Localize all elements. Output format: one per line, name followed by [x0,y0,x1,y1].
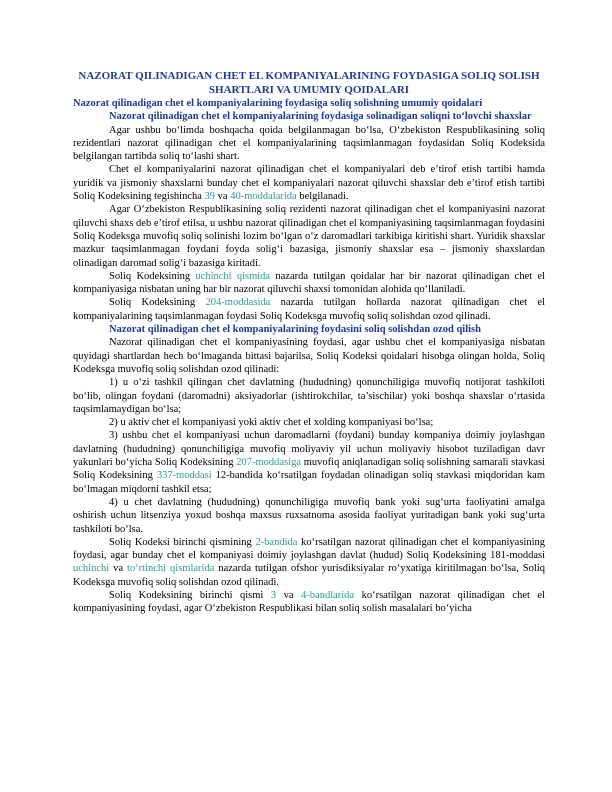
link-article-204[interactable]: 204-moddasida [205,297,271,309]
subsection-heading-exemption: Nazorat qilinadigan chet el kompaniyalarining foydasini soliq solishdan ozod qilish [109,324,481,336]
paragraph-4: Soliq Kodeksining uchinchi qismida nazarda tutilgan qoidalar har bir nazorat qilinadigan chet el kompaniyasiga nisbatan uning har bir nazorat qiluvchi shaxsi tomonidan alohida qo‘llaniladi. [73,270,546,296]
list-item-3: 3) ushbu chet el kompaniyasi uchun daromadlarni (foydani) bunday kompaniya doimiy joylashgan davlatning (hududning) qonunchiligiga muvofiq moliyaviy yil uchun moliyaviy hisobot tuziladigan davr yakunlari bo‘yicha Soliq Kodeksining 207-moddasiga muvofiq aniqlanadigan soliq solishning samarali stavkasi Soliq Kodeksining 337-moddasi 12-bandida ko‘rsatilgan foydadan olinadigan soliq stavkasi miqdoridan kam bo‘lmagan miqdorni tashkil etsa; [73,430,546,495]
paragraph-5: Soliq Kodeksining 204-moddasida nazarda tutilgan hollarda nazorat qilinadigan chet el kompaniyalarining taqsimlanmagan foydasi Soliq Kodeksga muvofiq soliq solishdan ozod qilinadi. [73,297,545,322]
link-part-third[interactable]: uchinchi [73,563,110,575]
link-clause-2[interactable]: 2-bandida [255,536,298,548]
link-article-337[interactable]: 337-moddasi [156,470,212,482]
paragraph-3: Agar O‘zbekiston Respublikasining soliq rezidenti nazorat qilinadigan chet el kompaniyasini nazorat qiluvchi shaxs deb e’tirof etilsa, u ushbu nazorat qilinadigan chet el kompaniyasining taqsimlanmagan foydasini Soliq Kodeksga muvofiq soliq solinishi lozim bo‘lgan o‘z daromadlari tarkibiga kiritishi shart. Yuridik shaxslar mazkur taqsimlanmagan foydani foyda solig‘i bazasiga, jismoniy shaxslar esa – jismoniy shaxslardan olinadigan daromad solig‘i bazasiga kiritadi. [73,204,545,269]
link-article-39[interactable]: 39 [204,191,216,203]
link-clause-4[interactable]: 4-bandlarida [301,589,355,601]
document-title: NAZORAT QILINADIGAN CHET EL KOMPANIYALARINING FOYDASIGA SOLIQ SOLISH SHARTLARI VA UMUMIY QOIDALARI [78,70,540,96]
link-clause-3[interactable]: 3 [270,589,277,601]
document-page [73,70,545,616]
list-item-4: 4) u chet davlatning (hududning) qonunchiligiga muvofiq bank yoki sug‘urta faoliyatini amalga oshirish uchun litsenziya yoxud boshqa maxsus ruxsatnoma asosida faoliyat yuritadigan bank yoki sug‘urta tashkiloti bo‘lsa. [73,496,545,535]
section-heading: Nazorat qilinadigan chet el kompaniyalarining foydasiga soliq solishning umumiy qoidalari [73,98,483,109]
paragraph-7: Soliq Kodeksi birinchi qismining 2-bandida ko‘rsatilgan nazorat qilinadigan chet el kompaniyasining foydasi, agar bunday chet el kompaniyasi doimiy joylashgan davlat (hudud) Soliq Kodeksining 181-moddasi uchinchi va to‘rtinchi qismlarida nazarda tutilgan ofshor yurisdiksiyalar ro‘yxatiga kiritilmagan bo‘lsa, Soliq Kodeksga muvofiq soliq solishdan ozod qilinadi. [73,536,545,588]
paragraph-6: Nazorat qilinadigan chet el kompaniyasining foydasi, agar ushbu chet el kompaniyasiga nisbatan quyidagi shartlardan hech bo‘lmaganda bittasi bajarilsa, Soliq Kodeksi qoidalari hisobga olingan holda, Soliq Kodeksga muvofiq soliq solishdan ozod qilinadi: [73,337,545,375]
list-item-2: 2) u aktiv chet el kompaniyasi yoki aktiv chet el xolding kompaniyasi bo‘lsa; [109,417,434,429]
subsection-heading-taxpayers: Nazorat qilinadigan chet el kompaniyalarining foydasiga solinadigan soliqni to‘lovchi shaxslar [109,111,532,123]
list-item-1: 1) u o‘zi tashkil qilingan chet davlatning (hududning) qonunchiligiga muvofiq notijorat tashkiloti bo‘lib, olingan foydani (daromadni) aksiyadorlar (ishtirokchilar, ta’sischilar) yoki boshqa shaxslar o‘rtasida taqsimlamaydigan bo‘lsa; [73,377,545,415]
link-part-fourth[interactable]: to‘rtinchi qismlarida [127,563,215,575]
paragraph-2: Chet el kompaniyalarini nazorat qilinadigan chet el kompaniyalari deb e’tirof etish tartibi hamda yuridik va jismoniy shaxslarni bunday chet el kompaniyalari nazorat qiluvchi shaxslar deb e’tirof etish tartibi Soliq Kodeksining tegishincha 39 va 40-moddalarida belgilanadi. [73,164,545,203]
link-part-three[interactable]: uchinchi qismida [195,270,271,282]
link-article-207[interactable]: 207-moddasiga [236,457,301,469]
paragraph-1: Agar ushbu bo‘limda boshqacha qoida belgilanmagan bo‘lsa, O‘zbekiston Respublikasining soliq rezidentlari nazorat qilinadigan chet el kompaniyalarining taqsimlanmagan foydasidan Soliq Kodeksida belgilangan tartibda soliq to‘lashi shart. [73,124,545,163]
paragraph-8: Soliq Kodeksining birinchi qismi 3 va 4-bandlarida ko‘rsatilgan nazorat qilinadigan chet el kompaniyasining foydasi, agar O‘zbekiston Respublikasi bilan soliq solish masalalari bo‘yicha [73,589,545,615]
link-article-40[interactable]: 40-moddalarida [230,191,297,203]
